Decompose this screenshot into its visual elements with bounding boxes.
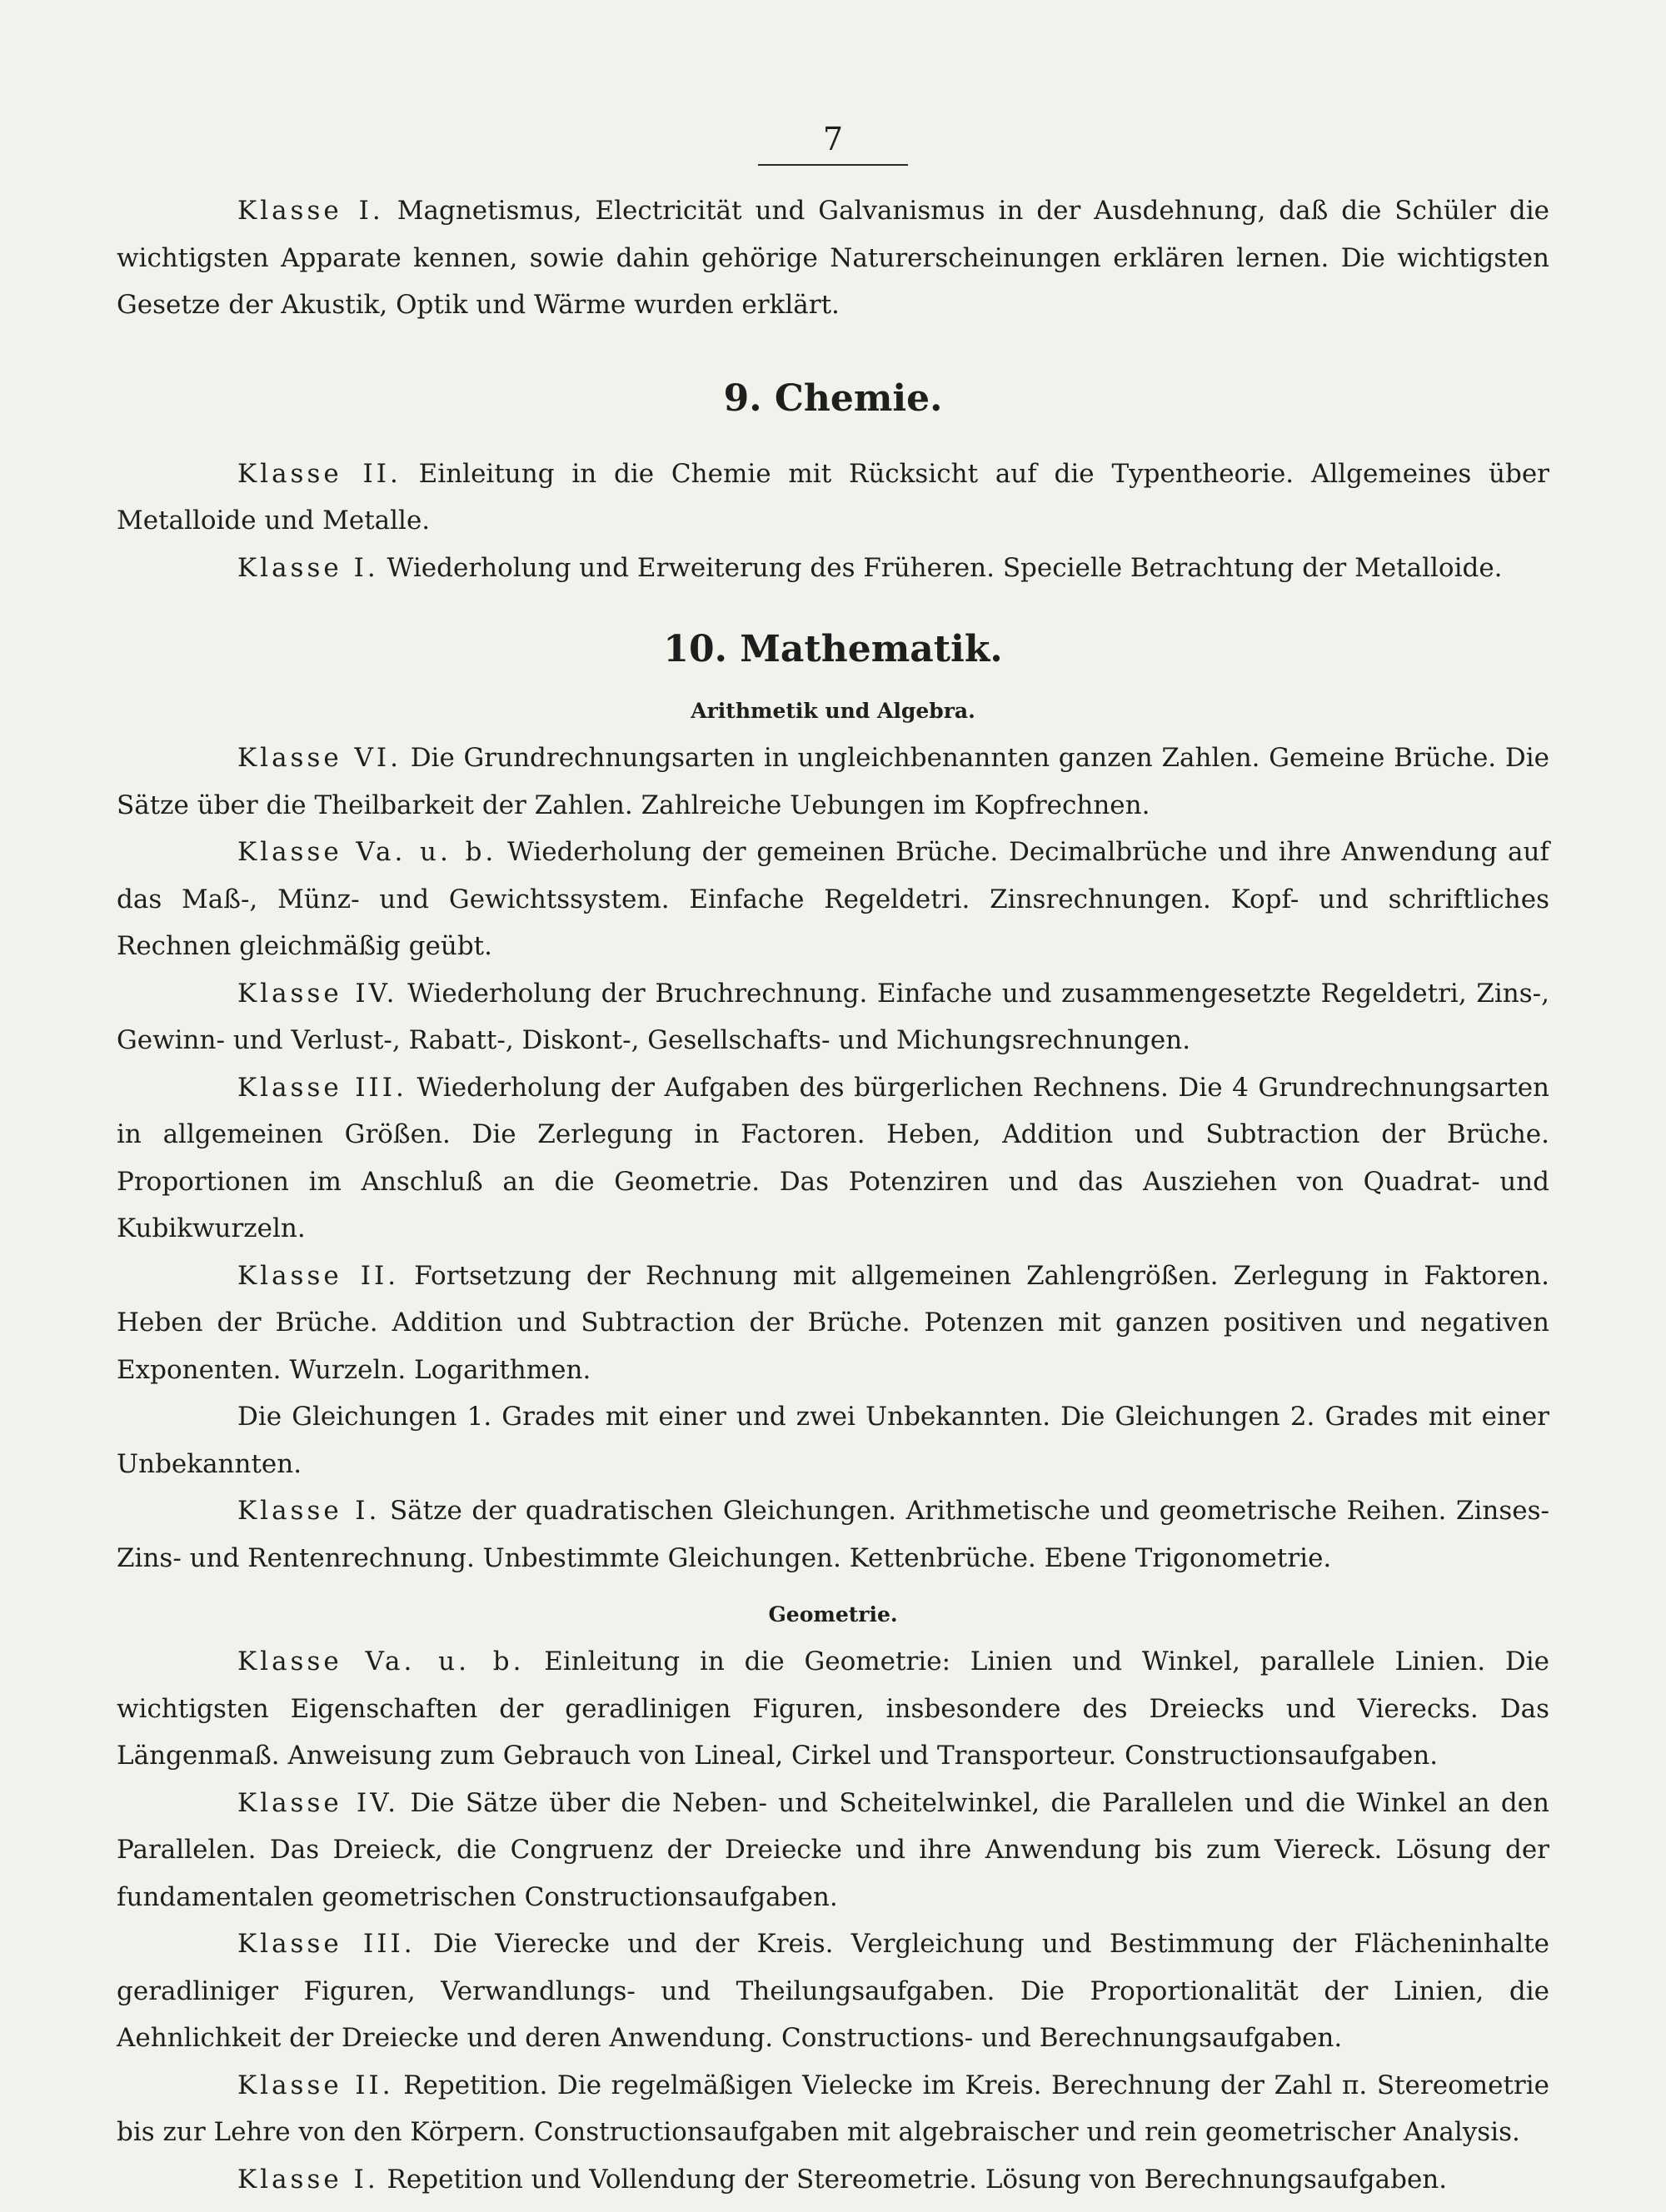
- klasse-label: Klasse Va. u. b.: [237, 837, 497, 867]
- klasse-label: Klasse III.: [237, 1929, 416, 1959]
- geo-klasse-5-paragraph: [117, 1638, 1549, 1780]
- klasse-text: Repetition und Vollendung der Stereometrie. Lösung von Berechnungsaufgaben.: [387, 2164, 1448, 2195]
- arith-klasse-2-continuation: Die Gleichungen 1. Grades mit einer und zwei Unbekannten. Die Gleichungen 2. Grades mit einer Unbekannten.: [117, 1402, 1549, 1479]
- klasse-label: Klasse II.: [237, 1260, 400, 1291]
- klasse-label: Klasse I.: [237, 552, 379, 583]
- arith-klasse-4-paragraph: [117, 970, 1549, 1064]
- klasse-text: Fortsetzung der Rechnung mit allgemeinen Zahlengrößen. Zerlegung in Faktoren. Heben der Brüche. Addition und Subtraction der Brüche. Potenzen mit ganzen positiven und negativen Exponenten. Wurzeln. Logarithmen.: [117, 1260, 1549, 1385]
- klasse-text: Wiederholung und Erweiterung des Früheren. Specielle Betrachtung der Metalloide.: [387, 552, 1503, 583]
- page-number-rule: [758, 164, 908, 166]
- arith-klasse-5-paragraph: [117, 829, 1549, 970]
- page-number: 7: [822, 121, 844, 157]
- section-heading-mathematik: 10. Mathematik.: [663, 628, 1003, 670]
- klasse-text: Die Sätze über die Neben- und Scheitelwinkel, die Parallelen und die Winkel an den Parallelen. Das Dreieck, die Congruenz der Dreiecke und ihre Anwendung bis zum Viereck. Lösung der fundamentalen geometrischen Constructionsaufgaben.: [117, 1787, 1550, 1912]
- subheading-arithmetik: Arithmetik und Algebra.: [691, 699, 975, 723]
- geo-klasse-1-paragraph: [117, 2156, 1549, 2204]
- klasse-label: Klasse III.: [237, 1072, 407, 1103]
- geo-klasse-2-paragraph: [117, 2062, 1549, 2156]
- arith-klasse-1-paragraph: [117, 1487, 1549, 1582]
- klasse-label: Klasse IV.: [237, 1787, 400, 1818]
- klasse-label: Klasse I.: [237, 2164, 379, 2195]
- chemie-klasse-2-paragraph: [117, 451, 1549, 545]
- klasse-label: Klasse I.: [237, 1496, 381, 1526]
- klasse-text: Repetition. Die regelmäßigen Vielecke im Kreis. Berechnung der Zahl π. Stereometrie bis zur Lehre von den Körpern. Constructionsaufgaben mit algebraischer und rein geometrischer Analysis.: [117, 2070, 1550, 2147]
- klasse-text: Wiederholung der gemeinen Brüche. Decimalbrüche und ihre Anwendung auf das Maß-, Münz- und Gewichtssystem. Einfache Regeldetri. Zinsrechnungen. Kopf- und schriftliches Rechnen gleichmäßig geübt.: [117, 837, 1549, 961]
- klasse-text: Einleitung in die Chemie mit Rücksicht auf die Typentheorie. Allgemeines über Metalloide und Metalle.: [117, 458, 1549, 536]
- klasse-text: Wiederholung der Bruchrechnung. Einfache und zusammengesetzte Regeldetri, Zins-, Gewinn- und Verlust-, Rabatt-, Diskont-, Gesellschafts- und Michungsrechnungen.: [117, 978, 1550, 1055]
- subheading-geometrie: Geometrie.: [768, 1602, 898, 1627]
- klasse-text: Die Grundrechnungsarten in ungleichbenannten ganzen Zahlen. Gemeine Brüche. Die Sätze über die Theilbarkeit der Zahlen. Zahlreiche Uebungen im Kopfrechnen.: [117, 743, 1550, 820]
- chemie-klasse-1-paragraph: [117, 545, 1549, 592]
- klasse-text: Sätze der quadratischen Gleichungen. Arithmetische und geometrische Reihen. Zinses-Zins- und Rentenrechnung. Unbestimmte Gleichungen. Kettenbrüche. Ebene Trigonometrie.: [117, 1496, 1549, 1573]
- physik-klasse-1-paragraph: [117, 187, 1549, 329]
- klasse-label: Klasse II.: [237, 458, 402, 489]
- geo-klasse-3-paragraph: [117, 1921, 1549, 2062]
- arith-klasse-3-paragraph: [117, 1064, 1549, 1253]
- klasse-text: Einleitung in die Geometrie: Linien und Winkel, parallele Linien. Die wichtigsten Eigenschaften der geradlinigen Figuren, insbesondere des Dreiecks und Vierecks. Das Längenmaß. Anweisung zum Gebrauch von Lineal, Cirkel und Transporteur. Constructionsaufgaben.: [117, 1647, 1549, 1771]
- geo-klasse-4-paragraph: [117, 1780, 1549, 1921]
- klasse-text: Die Vierecke und der Kreis. Vergleichung und Bestimmung der Flächeninhalte geradliniger Figuren, Verwandlungs- und Theilungsaufgaben. Die Proportionalität der Linien, die Aehnlichkeit der Dreiecke und deren Anwendung. Constructions- und Berechnungsaufgaben.: [117, 1929, 1549, 2053]
- klasse-label: Klasse I.: [237, 196, 384, 226]
- arith-klasse-6-paragraph: [117, 735, 1549, 829]
- klasse-label: Klasse VI.: [237, 743, 402, 773]
- klasse-label: Klasse Va. u. b.: [237, 1647, 525, 1676]
- klasse-text: Magnetismus, Electricität und Galvanismus in der Ausdehnung, daß die Schüler die wichtigsten Apparate kennen, sowie dahin gehörige Naturerscheinungen erklären lernen. Die wichtigsten Gesetze der Akustik, Optik und Wärme wurden erklärt.: [117, 196, 1549, 320]
- section-heading-chemie: 9. Chemie.: [723, 376, 943, 420]
- klasse-label: Klasse II.: [237, 2070, 394, 2100]
- arith-klasse-2-paragraph: [117, 1253, 1549, 1394]
- klasse-label: Klasse IV.: [237, 978, 398, 1009]
- klasse-text: Wiederholung der Aufgaben des bürgerlichen Rechnens. Die 4 Grundrechnungsarten in allgemeinen Größen. Die Zerlegung in Factoren. Heben, Addition und Subtraction der Brüche. Proportionen im Anschluß an die Geometrie. Das Potenziren und das Ausziehen von Quadrat- und Kubikwurzeln.: [117, 1072, 1549, 1243]
